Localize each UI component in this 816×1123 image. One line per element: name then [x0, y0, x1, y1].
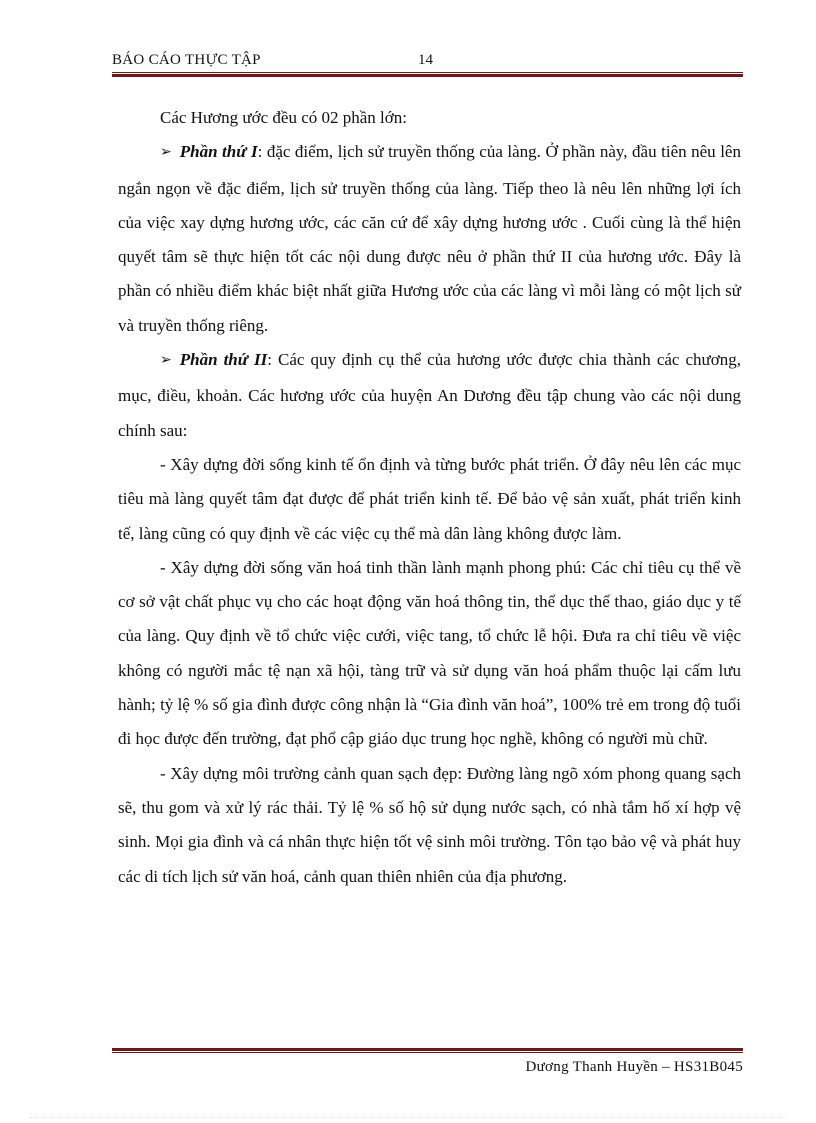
page-header [112, 50, 743, 72]
page-number: 14 [418, 52, 433, 68]
part2-paragraph [118, 343, 741, 448]
page-edge [30, 1117, 786, 1118]
arrow-bullet-icon: ➢ [160, 353, 172, 369]
economy-paragraph: - Xây dựng đời sống kinh tế ổn định và từng bước phát triển. Ở đây nêu lên các mục tiêu mà làng quyết tâm đạt được để phát triển kinh tế. Để bảo vệ sản xuất, phát triển kinh tế, làng cũng có quy định về các việc cụ thể mà dân làng không được làm. [118, 454, 741, 543]
part1-text: : đặc điểm, lịch sử truyền thống của làng. Ở phần này, đầu tiên nêu lên ngắn ngọn về đặc điểm, lịch sử truyền thống của làng. Tiếp theo là nêu lên những lợi ích của việc xay dựng hương ước, các căn cứ để xây dựng hương ước . Cuối cùng là thể hiện quyết tâm sẽ thực hiện tốt các nội dung được nêu ở phần thứ II của hương ước. Đây là phần có nhiều điểm khác biệt nhất giữa Hương ước của các làng vì mỗi làng có một lịch sử và truyền thống riêng. [118, 142, 741, 335]
arrow-bullet-icon: ➢ [160, 145, 172, 161]
intro-paragraph: Các Hương ước đều có 02 phần lớn: [160, 108, 407, 127]
culture-paragraph: - Xây dựng đời sống văn hoá tinh thần lành mạnh phong phú: Các chỉ tiêu cụ thể về cơ sở vật chất phục vụ cho các hoạt động văn hoá thông tin, thể dục thể thao, giáo dục y tế của làng. Quy định về tổ chức việc cưới, việc tang, tổ chức lễ hội. Đưa ra chỉ tiêu về việc không có người mắc tệ nạn xã hội, tàng trữ và sử dụng văn hoá phẩm thuộc lại cấm lưu hành; tỷ lệ % số gia đình được công nhận là “Gia đình văn hoá”, 100% trẻ em trong độ tuổi đi học được đến trường, đạt phổ cập giáo dục trung học nghề, không có người mù chữ. [118, 557, 741, 749]
header-divider [112, 72, 743, 77]
part2-text: : Các quy định cụ thể của hương ước được chia thành các chương, mục, điều, khoản. Các hương ước của huyện An Dương đều tập chung vào các nội dung chính sau: [118, 350, 742, 440]
environment-paragraph: - Xây dựng môi trường cảnh quan sạch đẹp: Đường làng ngõ xóm phong quang sạch sẽ, thu gom và xử lý rác thải. Tỷ lệ % số hộ sử dụng nước sạch, có nhà tắm hố xí hợp vệ sinh. Mọi gia đình và cá nhân thực hiện tốt vệ sinh môi trường. Tôn tạo bảo vệ và phát huy các di tích lịch sử văn hoá, cảnh quan thiên nhiên của địa phương. [118, 763, 741, 886]
part1-label: Phần thứ I [179, 142, 258, 162]
footer-author: Dương Thanh Huyền – HS31B045 [525, 1059, 743, 1075]
part1-paragraph [118, 135, 741, 343]
document-body [118, 101, 741, 894]
part2-label: Phần thứ II [179, 350, 268, 370]
footer-divider [112, 1048, 743, 1053]
report-title: BÁO CÁO THỰC TẬP [112, 52, 261, 68]
